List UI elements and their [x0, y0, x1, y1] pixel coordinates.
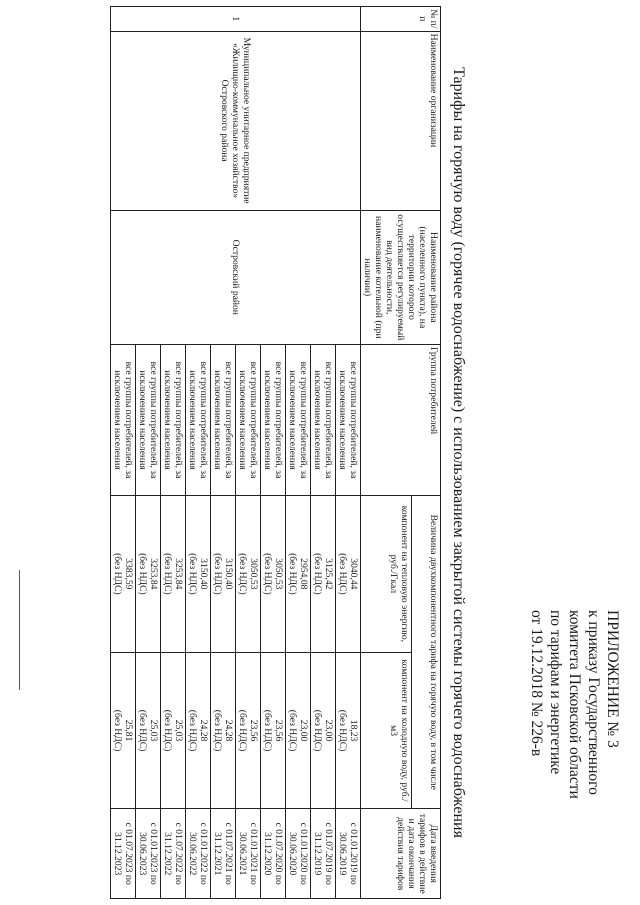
cold-component-cell [236, 652, 261, 809]
cold-component-cell [136, 652, 161, 809]
heat-component-cell [186, 496, 211, 653]
header-consumer-group: Группа потребителей [361, 344, 441, 495]
consumer-group: все группы потребителей, за исключением населения [311, 344, 336, 495]
cold-value: 18,23 [348, 719, 359, 742]
heat-component-cell [236, 496, 261, 653]
consumer-group: все группы потребителей, за исключением населения [261, 344, 286, 495]
validity-period: с 01.07.2021 по 31.12.2021 [211, 809, 236, 899]
consumer-group: все группы потребителей, за исключением населения [336, 344, 361, 495]
validity-period: с 01.01.2021 по 30.06.2021 [236, 809, 261, 899]
order-line-3: по тарифам и энергетике [547, 610, 564, 775]
cold-value: 23,56 [273, 719, 284, 742]
heat-component-cell [161, 496, 186, 653]
order-line-2: комитета Псковской области [566, 610, 583, 799]
district-name: Островский район [111, 210, 361, 344]
heat-value: 3150,40 [223, 558, 234, 590]
appendix-number: ПРИЛОЖЕНИЕ № 3 [604, 610, 621, 748]
heat-value: 3050,53 [248, 558, 259, 590]
header-cold-component: компонент на холодную воду, руб./м3 [361, 652, 412, 809]
validity-period: с 01.01.2022 по 30.06.2022 [186, 809, 211, 899]
cold-vat-note: (без НДС) [137, 709, 148, 752]
heat-component-cell [136, 496, 161, 653]
heat-value: 3253,84 [148, 558, 159, 590]
organization-name: Муниципальное унитарное предприятие «Жилищно-коммунальное хозяйство» Островского района [111, 31, 361, 210]
cold-component-cell [161, 652, 186, 809]
table-row [336, 7, 361, 899]
consumer-group: все группы потребителей, за исключением населения [186, 344, 211, 495]
consumer-group: все группы потребителей, за исключением населения [111, 344, 136, 495]
cold-value: 25,03 [173, 719, 184, 742]
header-tariff-value: Величина двухкомпонентного тарифа на горячую воду, в том числе [412, 496, 441, 809]
consumer-group: все группы потребителей, за исключением населения [211, 344, 236, 495]
cold-vat-note: (без НДС) [262, 709, 273, 752]
cold-vat-note: (без НДС) [162, 709, 173, 752]
cold-component-cell [311, 652, 336, 809]
header-number: № п/п [361, 7, 441, 32]
order-line-4: от 19.12.2018 № 226-в [528, 610, 545, 757]
cold-value: 24,28 [198, 719, 209, 742]
cold-vat-note: (без НДС) [312, 709, 323, 752]
heat-vat-note: (без НДС) [162, 553, 173, 595]
validity-period: с 01.01.2020 по 30.06.2020 [286, 809, 311, 899]
heat-value: 2954,08 [298, 558, 309, 590]
cold-component-cell [186, 652, 211, 809]
validity-period: с 01.01.2019 по 30.06.2019 [336, 809, 361, 899]
header-district: Наименование района (населенного пункта), на территории которого осуществляется регулируемый вид деятельности, наименование котельной (при наличии) [361, 210, 441, 344]
heat-value: 3125,42 [323, 558, 334, 590]
validity-period: с 01.01.2023 по 30.06.2023 [136, 809, 161, 899]
heat-component-cell [286, 496, 311, 653]
tariff-table [110, 6, 441, 899]
heat-component-cell [336, 496, 361, 653]
heat-vat-note: (без НДС) [212, 553, 223, 595]
validity-period: с 01.07.2023 по 31.12.2023 [111, 809, 136, 899]
heat-vat-note: (без НДС) [312, 553, 323, 595]
appendix-heading [527, 610, 622, 900]
cold-component-cell [286, 652, 311, 809]
heat-vat-note: (без НДС) [337, 553, 348, 595]
heat-component-cell [261, 496, 286, 653]
validity-period: с 01.07.2020 по 31.12.2020 [261, 809, 286, 899]
cold-component-cell [336, 652, 361, 809]
heat-value: 3040,44 [348, 558, 359, 590]
heat-component-cell [211, 496, 236, 653]
header-date: Дата введения тарифов в действие и дата окончания действия тарифов [361, 809, 441, 899]
cold-vat-note: (без НДС) [337, 709, 348, 752]
heat-component-cell [311, 496, 336, 653]
heat-value: 3150,40 [198, 558, 209, 590]
footer-rule [19, 570, 20, 690]
heat-value: 3253,84 [173, 558, 184, 590]
consumer-group: все группы потребителей, за исключением населения [161, 344, 186, 495]
heat-vat-note: (без НДС) [137, 553, 148, 595]
cold-component-cell [211, 652, 236, 809]
cold-component-cell [111, 652, 136, 809]
heat-vat-note: (без НДС) [112, 553, 123, 595]
row-number: 1 [111, 7, 361, 32]
validity-period: с 01.07.2022 по 31.12.2022 [161, 809, 186, 899]
cold-component-cell [261, 652, 286, 809]
heat-component-cell [111, 496, 136, 653]
cold-value: 23,56 [248, 719, 259, 742]
heat-vat-note: (без НДС) [287, 553, 298, 595]
consumer-group: все группы потребителей, за исключением населения [136, 344, 161, 495]
document-title: Тарифы на горячую воду (горячее водоснабжение) с использованием закрытой системы горячего водоснабжения [450, 67, 467, 838]
cold-value: 23,00 [323, 719, 334, 742]
cold-vat-note: (без НДС) [187, 709, 198, 752]
heat-vat-note: (без НДС) [187, 553, 198, 595]
cold-value: 25,81 [123, 719, 134, 742]
header-heat-component: компонент на тепловую энергию, руб./Гкал [361, 496, 412, 653]
header-organization: Наименование организации [361, 31, 441, 210]
tariff-table-body [111, 7, 361, 899]
cold-value: 25,03 [148, 719, 159, 742]
heat-vat-note: (без НДС) [237, 553, 248, 595]
cold-vat-note: (без НДС) [237, 709, 248, 752]
consumer-group: все группы потребителей, за исключением населения [236, 344, 261, 495]
cold-value: 24,28 [223, 719, 234, 742]
cold-vat-note: (без НДС) [112, 709, 123, 752]
heat-value: 3050,53 [273, 558, 284, 590]
heat-vat-note: (без НДС) [262, 553, 273, 595]
cold-value: 23,00 [298, 719, 309, 742]
heat-value: 3383,59 [123, 558, 134, 590]
cold-vat-note: (без НДС) [287, 709, 298, 752]
consumer-group: все группы потребителей, за исключением населения [286, 344, 311, 495]
order-line-1: к приказу Государственного [585, 610, 602, 795]
validity-period: с 01.07.2019 по 31.12.2019 [311, 809, 336, 899]
cold-vat-note: (без НДС) [212, 709, 223, 752]
